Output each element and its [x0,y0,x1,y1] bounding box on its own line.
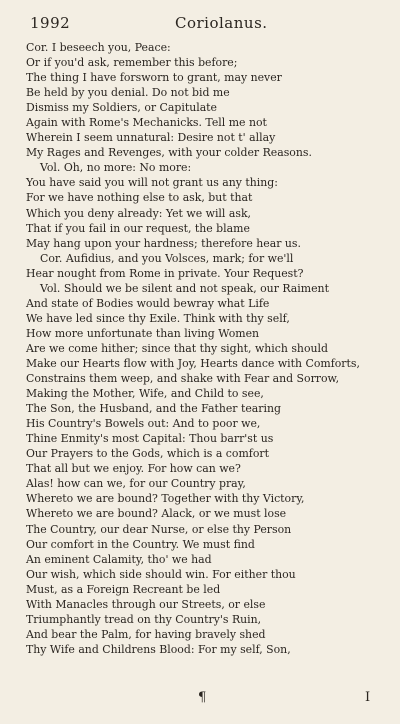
line-text: Whereto we are bound? Alack, or we must lose [26,507,287,521]
line-text: Thine Enmity's most Capital: Thou barr'st us [26,432,274,446]
text-line [26,401,396,416]
text-line [26,326,396,341]
text-line [26,221,396,236]
text-line [26,461,396,476]
line-text: Cor. Aufidius, and you Volsces, mark; for we'll [40,251,294,265]
line-text: Constrains them weep, and shake with Fear and Sorrow, [26,372,340,386]
text-line [26,115,396,130]
signature-mark: ¶ [198,690,207,705]
text-line [26,251,396,266]
text-line [26,506,396,521]
line-text: Our comfort in the Country. We must find [26,537,255,551]
line-text: Which you deny already: Yet we will ask, [26,206,252,220]
text-line [26,567,396,582]
line-text: That if you fail in our request, the blame [26,221,250,235]
line-text: Thy Wife and Childrens Blood: For my self, Son, [26,642,291,656]
line-text: Vol. Should we be silent and not speak, our Raiment [40,281,329,295]
text-line [26,85,396,100]
text-line [26,130,396,145]
line-text: That all but we enjoy. For how can we? [26,462,241,476]
text-line [26,341,396,356]
line-text: Vol. Oh, no more: No more: [40,161,192,175]
line-text: Be held by you denial. Do not bid me [26,86,230,100]
text-line [26,311,396,326]
text-line [26,416,396,431]
catchword: I [365,690,371,705]
text-line [26,446,396,461]
text-line [26,386,396,401]
line-text: The Country, our dear Nurse, or else thy Person [26,522,292,536]
line-text: Cor. I beseech you, Peace: [26,41,171,54]
page-number: 1992 [30,14,71,32]
line-text: His Country's Bowels out: And to poor we, [26,417,261,431]
line-text: An eminent Calamity, tho' we had [26,552,212,566]
text-line [26,190,396,205]
line-text: With Manacles through our Streets, or else [26,597,266,611]
line-text: May hang upon your hardness; therefore hear us. [26,236,301,250]
text-line [26,491,396,506]
line-text: And state of Bodies would bewray what Life [26,296,270,310]
text-line [26,612,396,627]
page-footer [0,690,400,710]
text-line [26,55,396,70]
line-text: Or if you'd ask, remember this before; [26,56,238,70]
line-text: The Son, the Husband, and the Father tearing [26,402,281,416]
line-text: Our wish, which side should win. For either thou [26,567,296,581]
text-line [26,175,396,190]
text-line [26,281,396,296]
line-text: Triumphantly tread on thy Country's Ruin, [26,612,262,626]
text-line [26,296,396,311]
text-line [26,100,396,115]
text-line [26,206,396,221]
text-line [26,40,396,55]
line-text: We have led since thy Exile. Think with thy self, [26,311,290,325]
text-line [26,552,396,567]
line-text: Dismiss my Soldiers, or Capitulate [26,101,218,115]
text-line [26,236,396,251]
text-line [26,356,396,371]
line-text: Alas! how can we, for our Country pray, [26,477,246,491]
text-line [26,145,396,160]
text-line [26,537,396,552]
play-text [26,40,396,657]
line-text: Are we come hither; since that thy sight, which should [26,341,328,355]
line-text: My Rages and Revenges, with your colder Reasons. [26,146,312,160]
text-line [26,627,396,642]
text-line [26,160,396,175]
text-line [26,431,396,446]
line-text: Our Prayers to the Gods, which is a comfort [26,447,269,461]
text-line [26,70,396,85]
line-text: Making the Mother, Wife, and Child to see, [26,387,264,401]
line-text: Make our Hearts flow with Joy, Hearts dance with Comforts, [26,356,360,370]
line-text: How more unfortunate than living Women [26,326,260,340]
running-title: Coriolanus. [175,14,268,32]
text-line [26,642,396,657]
line-text: Whereto we are bound? Together with thy Victory, [26,492,305,506]
text-line [26,371,396,386]
text-line [26,476,396,491]
line-text: You have said you will not grant us any thing: [26,176,278,190]
line-text: Wherein I seem unnatural: Desire not t' allay [26,131,276,145]
line-text: Must, as a Foreign Recreant be led [26,582,221,596]
running-header [30,14,374,36]
line-text: Again with Rome's Mechanicks. Tell me not [26,116,267,130]
line-text: For we have nothing else to ask, but that [26,191,253,205]
line-text: The thing I have forsworn to grant, may never [26,71,282,85]
line-text: Hear nought from Rome in private. Your Request? [26,266,304,280]
text-line [26,582,396,597]
text-line [26,266,396,281]
text-line [26,522,396,537]
text-line [26,597,396,612]
line-text: And bear the Palm, for having bravely shed [26,627,266,641]
